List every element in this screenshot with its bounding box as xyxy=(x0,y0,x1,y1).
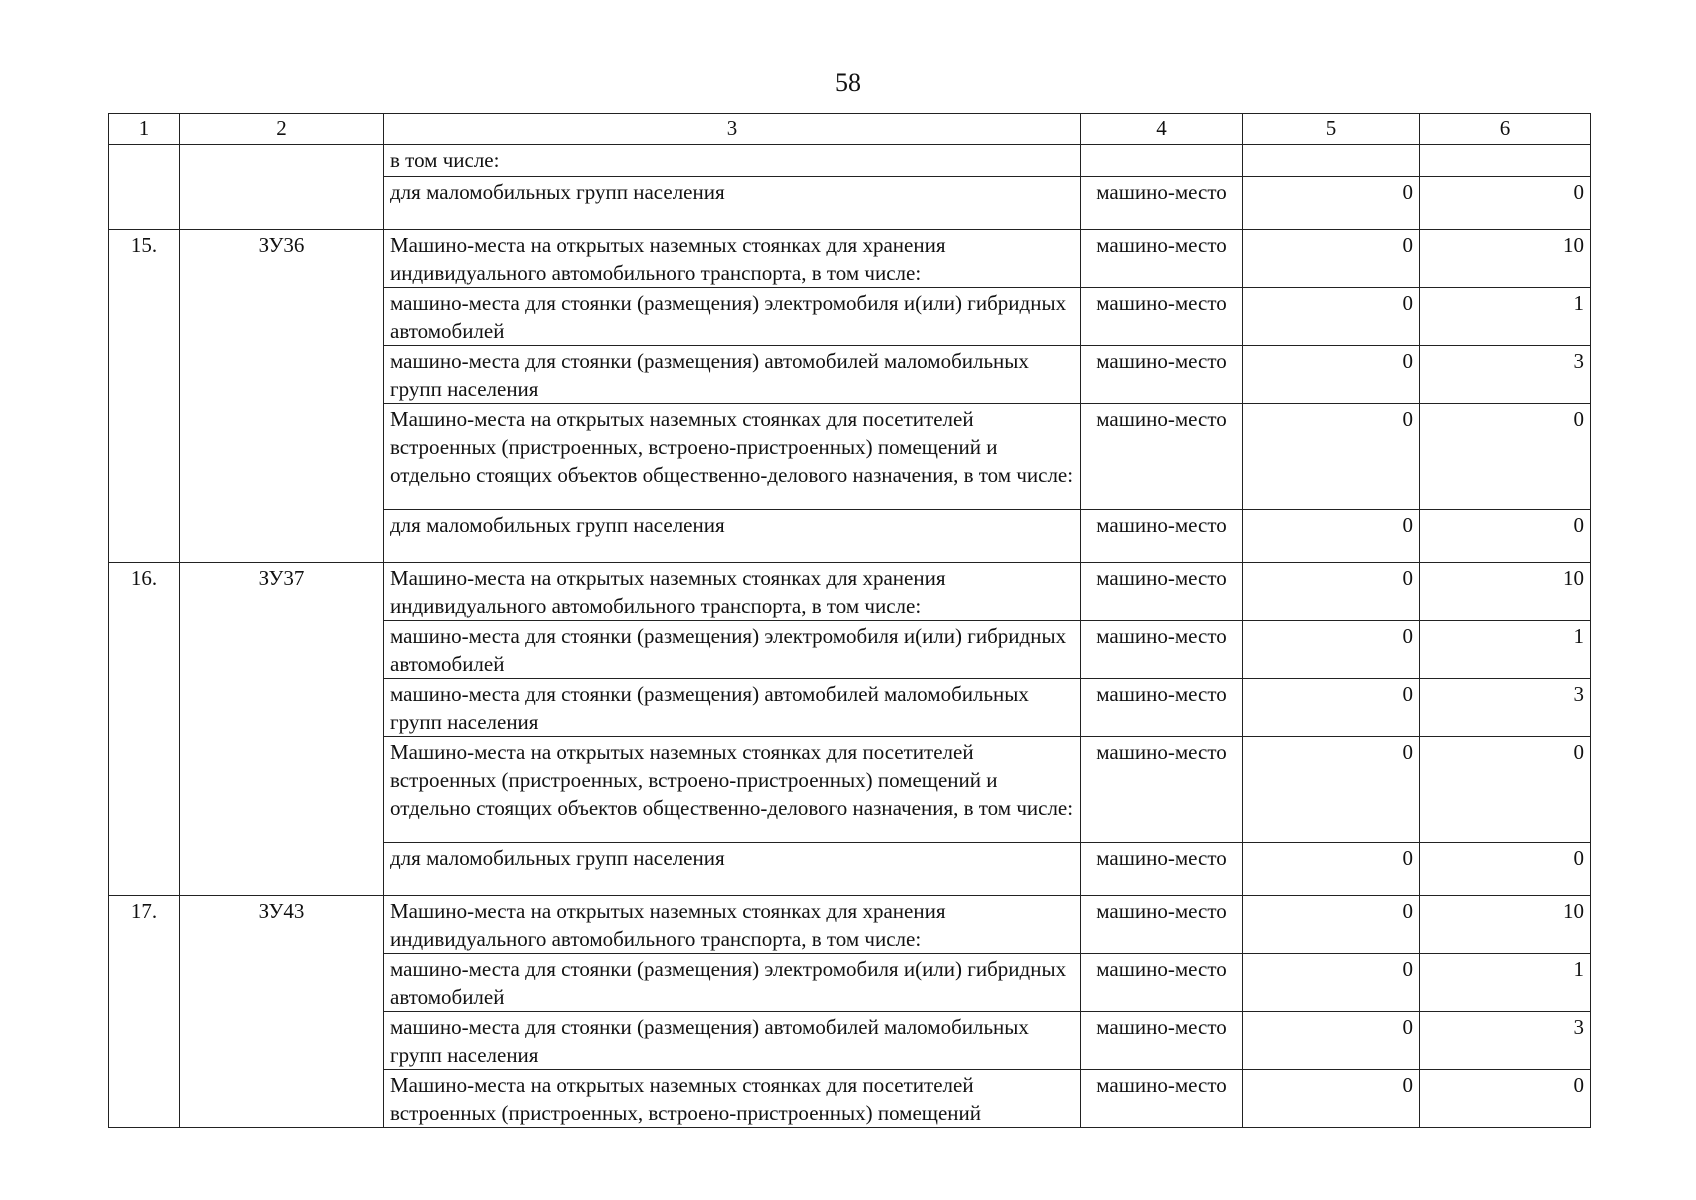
description-cell: для маломобильных групп населения xyxy=(384,510,1081,563)
value-col6-cell: 10 xyxy=(1420,563,1591,621)
value-col5-cell: 0 xyxy=(1243,230,1420,288)
header-cell: 2 xyxy=(180,114,384,145)
unit-cell: машино-место xyxy=(1081,737,1243,843)
row-number-cell: 15. xyxy=(109,230,180,563)
land-plot-code-cell: ЗУ43 xyxy=(180,896,384,1128)
unit-cell: машино-место xyxy=(1081,843,1243,896)
land-plot-code-cell xyxy=(180,145,384,230)
table-row xyxy=(109,145,1591,177)
value-col6-cell xyxy=(1420,145,1591,177)
unit-cell: машино-место xyxy=(1081,510,1243,563)
description-cell: машино-места для стоянки (размещения) электромобиля и(или) гибридных автомобилей xyxy=(384,288,1081,346)
header-cell: 4 xyxy=(1081,114,1243,145)
land-plot-code-cell: ЗУ37 xyxy=(180,563,384,896)
header-cell: 1 xyxy=(109,114,180,145)
description-cell: машино-места для стоянки (размещения) автомобилей маломобильных групп населения xyxy=(384,679,1081,737)
description-cell: для маломобильных групп населения xyxy=(384,177,1081,230)
description-cell: для маломобильных групп населения xyxy=(384,843,1081,896)
value-col6-cell: 10 xyxy=(1420,896,1591,954)
description-cell: Машино-места на открытых наземных стоянках для посетителей встроенных (пристроенных, встроено-пристроенных) помещений xyxy=(384,1070,1081,1128)
value-col5-cell xyxy=(1243,145,1420,177)
value-col5-cell: 0 xyxy=(1243,288,1420,346)
unit-cell: машино-место xyxy=(1081,404,1243,510)
value-col5-cell: 0 xyxy=(1243,404,1420,510)
unit-cell: машино-место xyxy=(1081,177,1243,230)
unit-cell: машино-место xyxy=(1081,896,1243,954)
row-number-cell xyxy=(109,145,180,230)
unit-cell: машино-место xyxy=(1081,288,1243,346)
value-col6-cell: 3 xyxy=(1420,679,1591,737)
unit-cell: машино-место xyxy=(1081,230,1243,288)
value-col5-cell: 0 xyxy=(1243,843,1420,896)
value-col5-cell: 0 xyxy=(1243,954,1420,1012)
description-cell: машино-места для стоянки (размещения) автомобилей маломобильных групп населения xyxy=(384,346,1081,404)
value-col6-cell: 0 xyxy=(1420,843,1591,896)
value-col5-cell: 0 xyxy=(1243,1012,1420,1070)
table-row xyxy=(109,230,1591,288)
value-col5-cell: 0 xyxy=(1243,896,1420,954)
value-col5-cell: 0 xyxy=(1243,679,1420,737)
unit-cell: машино-место xyxy=(1081,1070,1243,1128)
table-row xyxy=(109,563,1591,621)
value-col5-cell: 0 xyxy=(1243,510,1420,563)
description-cell: Машино-места на открытых наземных стоянках для посетителей встроенных (пристроенных, встроено-пристроенных) помещений и отдельно стоящих объектов общественно-делового назначения, в том числе: xyxy=(384,737,1081,843)
description-cell: машино-места для стоянки (размещения) электромобиля и(или) гибридных автомобилей xyxy=(384,954,1081,1012)
header-cell: 6 xyxy=(1420,114,1591,145)
value-col6-cell: 0 xyxy=(1420,404,1591,510)
description-cell: в том числе: xyxy=(384,145,1081,177)
table-row xyxy=(109,896,1591,954)
unit-cell: машино-место xyxy=(1081,679,1243,737)
table-header-row xyxy=(109,114,1591,145)
value-col6-cell: 0 xyxy=(1420,1070,1591,1128)
land-plot-code-cell: ЗУ36 xyxy=(180,230,384,563)
value-col5-cell: 0 xyxy=(1243,737,1420,843)
value-col5-cell: 0 xyxy=(1243,177,1420,230)
value-col5-cell: 0 xyxy=(1243,563,1420,621)
unit-cell: машино-место xyxy=(1081,621,1243,679)
value-col5-cell: 0 xyxy=(1243,1070,1420,1128)
unit-cell: машино-место xyxy=(1081,954,1243,1012)
unit-cell xyxy=(1081,145,1243,177)
unit-cell: машино-место xyxy=(1081,563,1243,621)
unit-cell: машино-место xyxy=(1081,346,1243,404)
description-cell: Машино-места на открытых наземных стоянках для хранения индивидуального автомобильного транспорта, в том числе: xyxy=(384,563,1081,621)
value-col6-cell: 0 xyxy=(1420,510,1591,563)
page-number: 58 xyxy=(835,68,861,97)
value-col6-cell: 0 xyxy=(1420,737,1591,843)
description-cell: машино-места для стоянки (размещения) автомобилей маломобильных групп населения xyxy=(384,1012,1081,1070)
value-col6-cell: 3 xyxy=(1420,346,1591,404)
value-col6-cell: 10 xyxy=(1420,230,1591,288)
description-cell: машино-места для стоянки (размещения) электромобиля и(или) гибридных автомобилей xyxy=(384,621,1081,679)
header-cell: 5 xyxy=(1243,114,1420,145)
value-col6-cell: 1 xyxy=(1420,621,1591,679)
row-number-cell: 16. xyxy=(109,563,180,896)
value-col5-cell: 0 xyxy=(1243,346,1420,404)
value-col6-cell: 0 xyxy=(1420,177,1591,230)
description-cell: Машино-места на открытых наземных стоянках для хранения индивидуального автомобильного транспорта, в том числе: xyxy=(384,896,1081,954)
value-col6-cell: 3 xyxy=(1420,1012,1591,1070)
description-cell: Машино-места на открытых наземных стоянках для посетителей встроенных (пристроенных, встроено-пристроенных) помещений и отдельно стоящих объектов общественно-делового назначения, в том числе: xyxy=(384,404,1081,510)
row-number-cell: 17. xyxy=(109,896,180,1128)
value-col5-cell: 0 xyxy=(1243,621,1420,679)
parking-table xyxy=(108,113,1591,1128)
value-col6-cell: 1 xyxy=(1420,954,1591,1012)
description-cell: Машино-места на открытых наземных стоянках для хранения индивидуального автомобильного транспорта, в том числе: xyxy=(384,230,1081,288)
header-cell: 3 xyxy=(384,114,1081,145)
value-col6-cell: 1 xyxy=(1420,288,1591,346)
unit-cell: машино-место xyxy=(1081,1012,1243,1070)
